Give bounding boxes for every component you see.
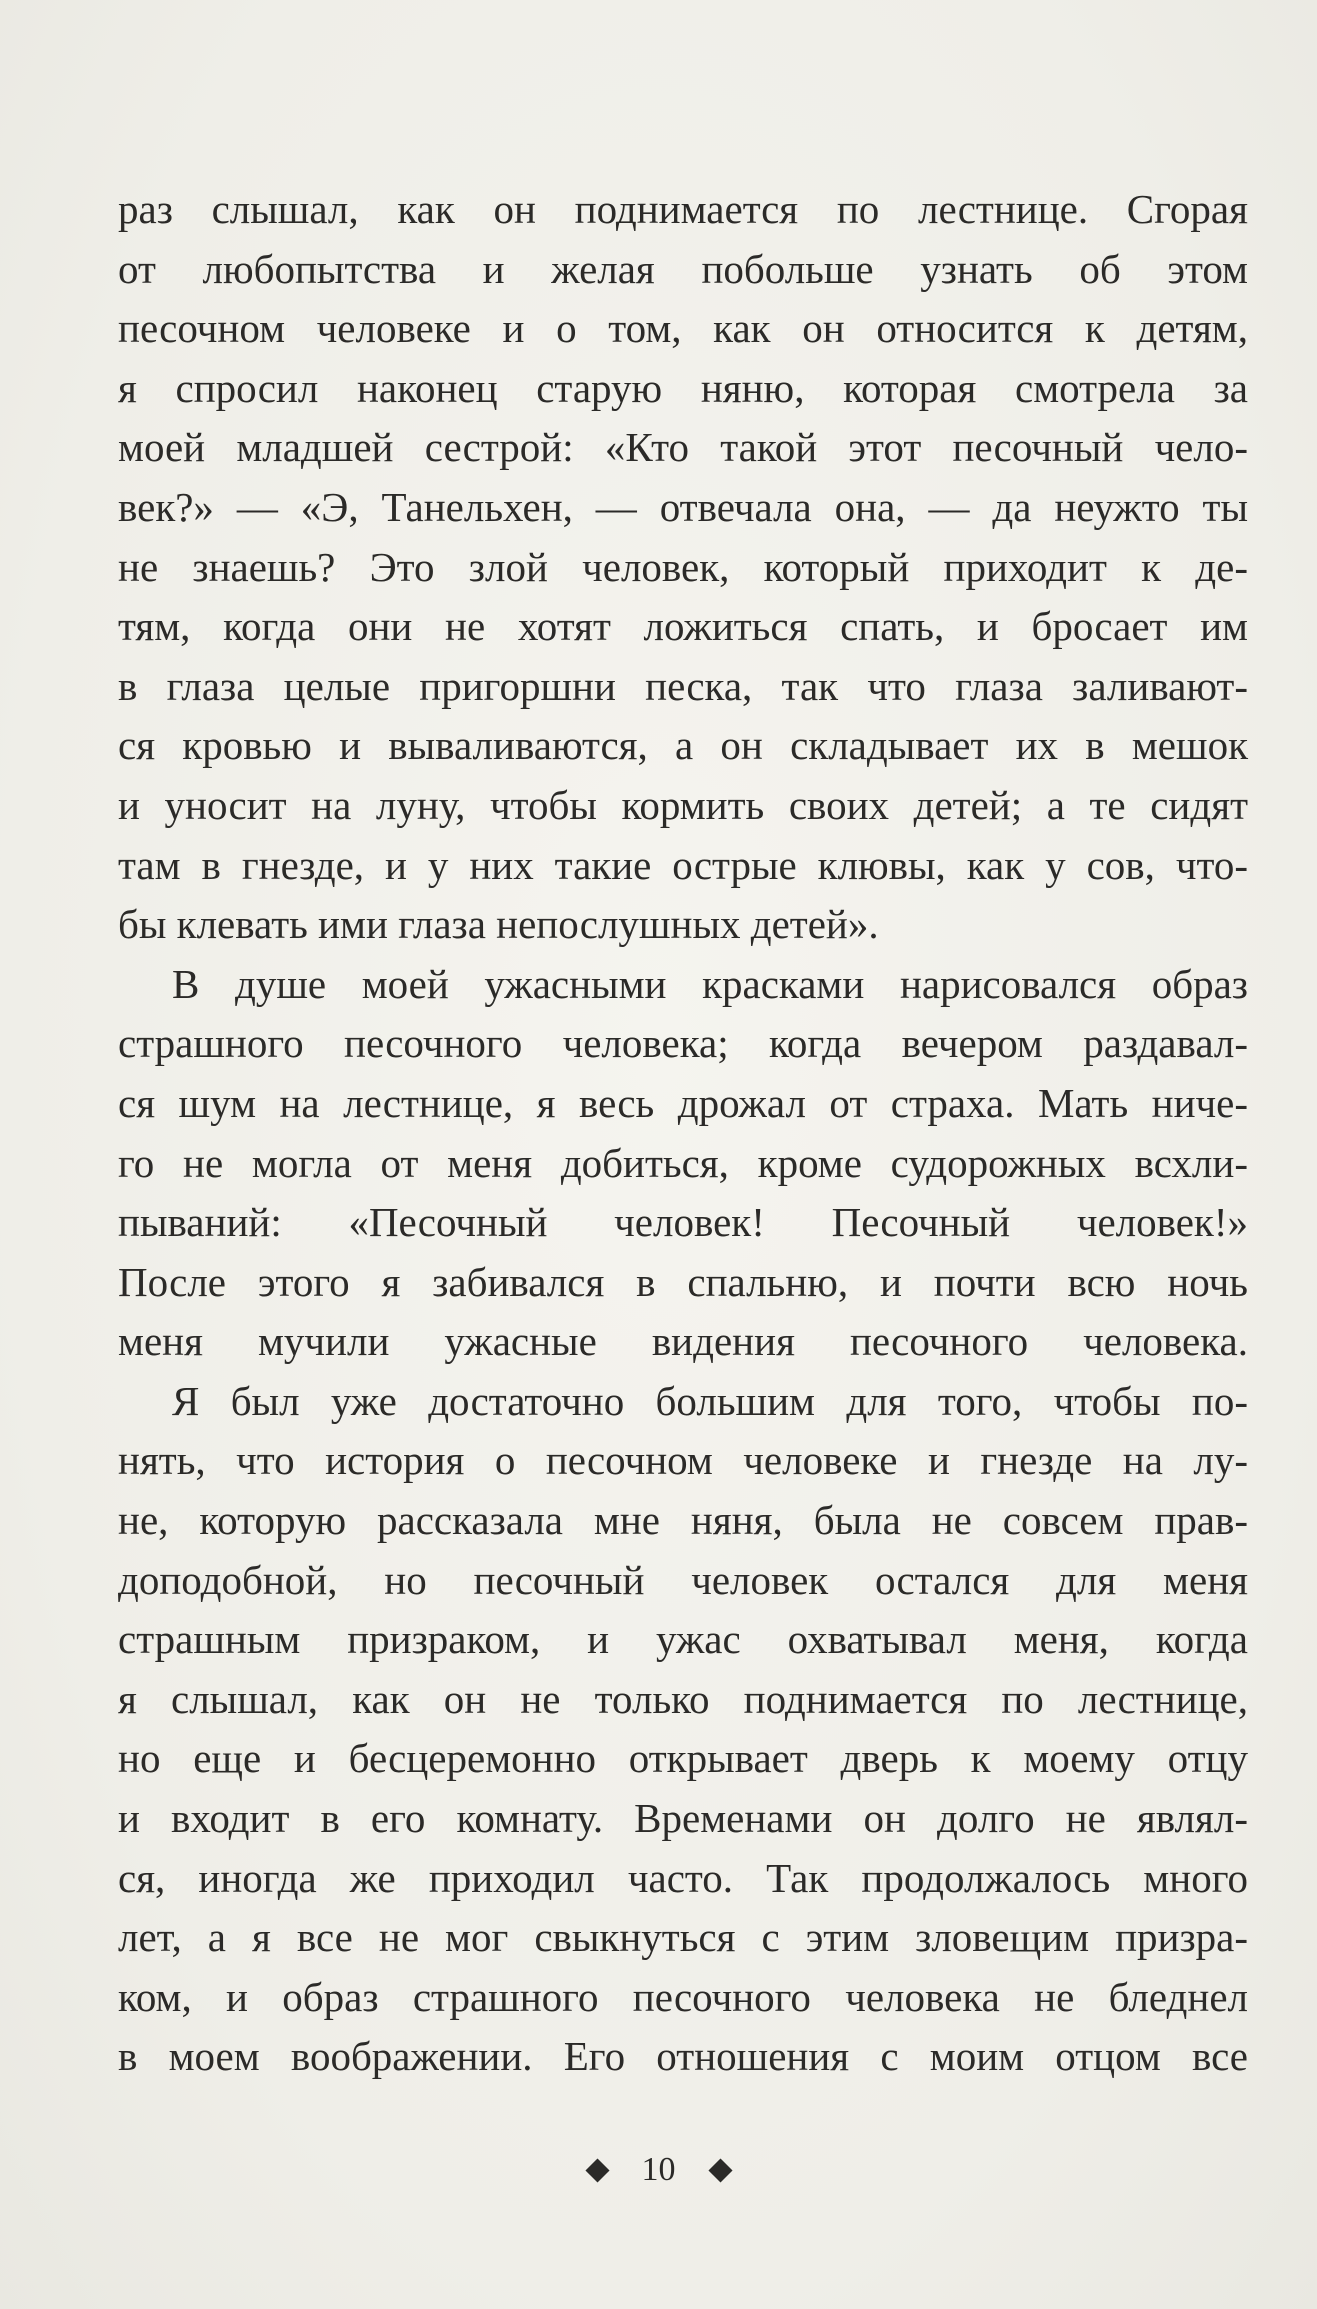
text-line: и уносит на луну, чтобы кормить своих детей; а те сидят — [118, 781, 1248, 828]
text-line: там в гнезде, и у них такие острые клювы, как у сов, что- — [118, 841, 1248, 888]
text-line: тям, когда они не хотят ложиться спать, и бросает им — [118, 603, 1248, 650]
diamond-ornament-icon — [708, 2158, 732, 2182]
text-line: я слышал, как он не только поднимается по лестнице, — [118, 1675, 1248, 1722]
text-line: в глаза целые пригоршни песка, так что глаза заливают- — [118, 662, 1248, 709]
text-line: от любопытства и желая побольше узнать об этом — [118, 245, 1248, 292]
text-line: доподобной, но песочный человек остался для меня — [118, 1556, 1248, 1603]
text-line: я спросил наконец старую няню, которая смотрела за — [118, 364, 1248, 411]
text-line: нять, что история о песочном человеке и гнезде на лу- — [118, 1437, 1248, 1484]
text-line: песочном человеке и о том, как он относится к детям, — [118, 305, 1248, 352]
paragraph-last-line: меня мучили ужасные видения песочного человека. — [118, 1318, 1248, 1365]
text-line: го не могла от меня добиться, кроме судорожных всхли- — [118, 1139, 1248, 1186]
text-line: в моем воображении. Его отношения с моим отцом все — [118, 2033, 1248, 2080]
text-line: не знаешь? Это злой человек, который приходит к де- — [118, 543, 1248, 590]
text-line: ся шум на лестнице, я весь дрожал от страха. Мать ниче- — [118, 1079, 1248, 1126]
text-line: не, которую рассказала мне няня, была не совсем прав- — [118, 1497, 1248, 1544]
diamond-ornament-icon — [585, 2158, 609, 2182]
page-footer — [0, 2150, 1317, 2190]
paragraph-first-line: Я был уже достаточно большим для того, чтобы по- — [172, 1377, 1248, 1424]
text-line: раз слышал, как он поднимается по лестнице. Сгорая — [118, 186, 1248, 232]
text-line: и входит в его комнату. Временами он долго не являл- — [118, 1795, 1248, 1842]
text-line: моей младшей сестрой: «Кто такой этот песочный чело- — [118, 424, 1248, 471]
text-line: пываний: «Песочный человек! Песочный человек!» — [118, 1199, 1248, 1246]
text-line: но еще и бесцеремонно открывает дверь к моему отцу — [118, 1735, 1248, 1782]
body-text — [118, 180, 1248, 2087]
text-line: ся кровью и вываливаются, а он складывает их в мешок — [118, 722, 1248, 769]
text-line: После этого я забивался в спальню, и почти всю ночь — [118, 1258, 1248, 1305]
text-line: страшным призраком, и ужас охватывал меня, когда — [118, 1616, 1248, 1663]
text-line: лет, а я все не мог свыкнуться с этим зловещим призра- — [118, 1914, 1248, 1961]
page-number: 10 — [641, 2151, 676, 2188]
text-line: ся, иногда же приходил часто. Так продолжалось много — [118, 1854, 1248, 1901]
text-line: страшного песочного человека; когда вечером раздавал- — [118, 1020, 1248, 1067]
paragraph-first-line: В душе моей ужасными красками нарисовался образ — [172, 960, 1248, 1007]
text-line: ком, и образ страшного песочного человека не бледнел — [118, 1973, 1248, 2020]
paragraph-last-line: бы клевать ими глаза непослушных детей». — [118, 901, 879, 948]
text-line: век?» — «Э, Танельхен, — отвечала она, — да неужто ты — [118, 483, 1248, 530]
